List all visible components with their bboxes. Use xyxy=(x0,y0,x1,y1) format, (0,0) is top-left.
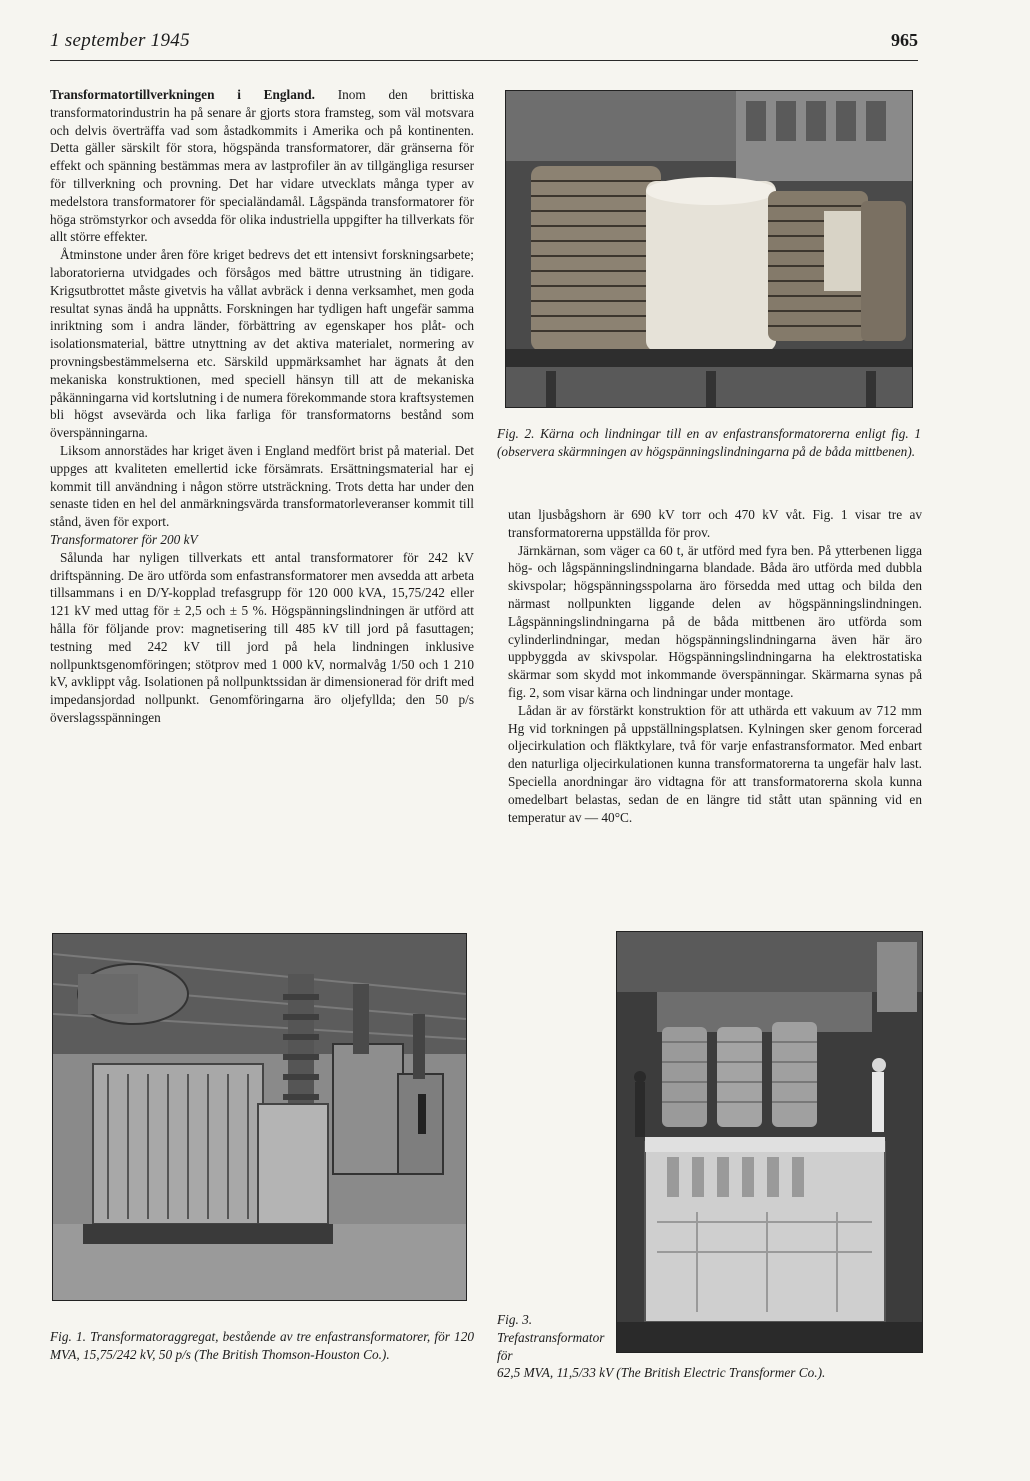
paragraph-7: Lådan är av förstärkt konstruktion för att uthärda ett vakuum av 712 mm Hg vid torkningen på uppställningsplatsen. Kylningen sker genom forcerad oljecirkulation och fläktkylare, två för varje enfastransformator. Med enbart den naturliga oljecirkulationen kunna transformatorerna ta ungefär halv last. Speciella anordningar äro vidtagna för att transformatorerna skola kunna omedelbart belastas, sedan de en längre tid stått utan spänning vid en temperatur av — 40°C. xyxy=(508,702,922,825)
lead-title: Transformatortillverkningen i England. xyxy=(50,87,315,102)
paragraph-4: Sålunda har nyligen tillverkats ett antal transformatorer för 242 kV driftspänning. De äro utförda som enfastransformatorer men avsedda att arbeta tillsammans i en D/Y-kopplad trefasgrupp för 120 000 kVA, 15,75/242 eller 121 kV med uttag för ± 2,5 och ± 5 %. Högspänningslindningen är utförd att hålla för följande prov: magnetisering till 485 kV till jord på fasuttagen; testning med 242 kV till jord på hela lindningen inklusive nollpunktsgenomföringen; stötprov med 1 000 kV, normalvåg 1/50 och 1 210 kV, avklippt våg. Isolationen på nollpunktssidan är dimensionerad för drift med impedansjordad nollpunkt. Genomföringarna äro oljefyllda; den 50 p/s överslagsspänningen xyxy=(50,549,474,725)
paragraph-2: Åtminstone under åren före kriget bedrevs det ett intensivt forskningsarbete; laboratorierna utvidgades och försågos med bättre utrustning än tidigare. Krigsutbrottet måste givetvis ha vållat avbräck i denna verksamhet, men goda resultat synas ändå ha uppnåtts. Forskningen har tydligen haft ungefär samma inriktning som i andra länder, förbättring av egenskaper hos plåt- och isolationsmaterial, bättre utnyttning av det aktiva materialet, normering av provningsbestämmelserna etc. Särskild uppmärksamhet har ägnats åt den mekaniska konstruktionen, med speciell hänsyn till att de mekaniska påkänningarna vid kortslutning i de numera förekommande stora kraftsystemen bli högst avsevärda och lika farliga för transformatorns bestånd som överspänningarna. xyxy=(50,247,474,441)
figure-3-label: Fig. 3. xyxy=(497,1312,533,1327)
figure-3-photo xyxy=(616,931,923,1353)
section-subheading: Transformatorer för 200 kV xyxy=(50,531,198,547)
figure-3-caption-text-1: Trefastransformator för xyxy=(497,1329,605,1363)
right-column xyxy=(508,506,922,826)
paragraph-5: utan ljusbågshorn är 690 kV torr och 470 kV våt. Fig. 1 visar tre av transformatorerna uppställda för prov. xyxy=(508,507,922,540)
figure-3-image xyxy=(617,932,922,1352)
figure-3-caption-part2: 62,5 MVA, 11,5/33 kV (The British Electric Transformer Co.). xyxy=(497,1365,826,1380)
paragraph-1 xyxy=(50,86,474,246)
figure-2-image xyxy=(506,91,912,407)
figure-1-photo xyxy=(52,933,467,1301)
figure-1-image xyxy=(53,934,466,1300)
header-date: 1 september 1945 xyxy=(50,30,190,51)
figure-1-caption-text: Transformatoraggregat, bestående av tre enfastransformatorer, för 120 MVA, 15,75/242 kV, 50 p/s (The British Thomson-Houston Co.). xyxy=(50,1329,474,1362)
paragraph-1-text: Inom den brittiska transformatorindustrin ha på senare år gjorts stora framsteg, som väl motsvara och delvis överträffa vad som åstadkommits i Amerika och på kontinenten. Detta gäller särskilt för stora, högspända transformatorer, där gränserna för effekt och spänning bestämmas mera av lastprofiler än av tillgängliga resurser för tillverkning och provning. Det har vidare utvecklats många typer av medelstora transformatorer för specialändamål. Lågspända transformatorer för höga strömstyrkor och avsedda för olika industriella uppgifter ha tillverkats för allt större effekter. xyxy=(50,87,474,245)
figure-2-photo xyxy=(505,90,913,408)
figure-2-caption-text: Kärna och lindningar till en av enfastransformatorerna enligt fig. 1 (observera skärmningen av högspänningslindningarna på de båda mittbenen). xyxy=(497,426,921,459)
paragraph-3: Liksom annorstädes har kriget även i England medfört brist på material. Det uppges att kvaliteten emellertid icke försämrats. Ersättningsmaterial har ej kommit till användning i någon större utsträckning. Trots detta har under den senaste tiden en hel del anmärkningsvärda transformatorleveranser kommit till stånd, även för export. xyxy=(50,442,474,530)
figure-3-caption-part1 xyxy=(497,1311,605,1364)
header-rule xyxy=(50,60,918,61)
left-column xyxy=(50,86,474,727)
page-number: 965 xyxy=(891,30,918,50)
figure-1-label: Fig. 1. xyxy=(50,1329,86,1344)
figure-1-caption xyxy=(50,1328,474,1364)
figure-2-caption xyxy=(497,425,921,461)
figure-2-label: Fig. 2. xyxy=(497,426,535,441)
paragraph-6: Järnkärnan, som väger ca 60 t, är utförd med fyra ben. På ytterbenen ligga hög- och lågspänningslindningarna blandade. Båda äro utförda med dubbla skivspolar; högspänningsspolarna äro försedda med uttag och bilda den närmast nollpunkten liggande delen av högspänningslindningen. Lågspänningslindningarna på de båda mittbenen äro utförda som cylinderlindningar, medan högspänningslindningarna även här äro uppbyggda av skivspolar. Högspänningslindningarna ha elektrostatiska skärmar som skydd mot inkommande överspänningar. Skärmarna synas på fig. 2, som visar kärna och lindningar under montage. xyxy=(508,542,922,700)
